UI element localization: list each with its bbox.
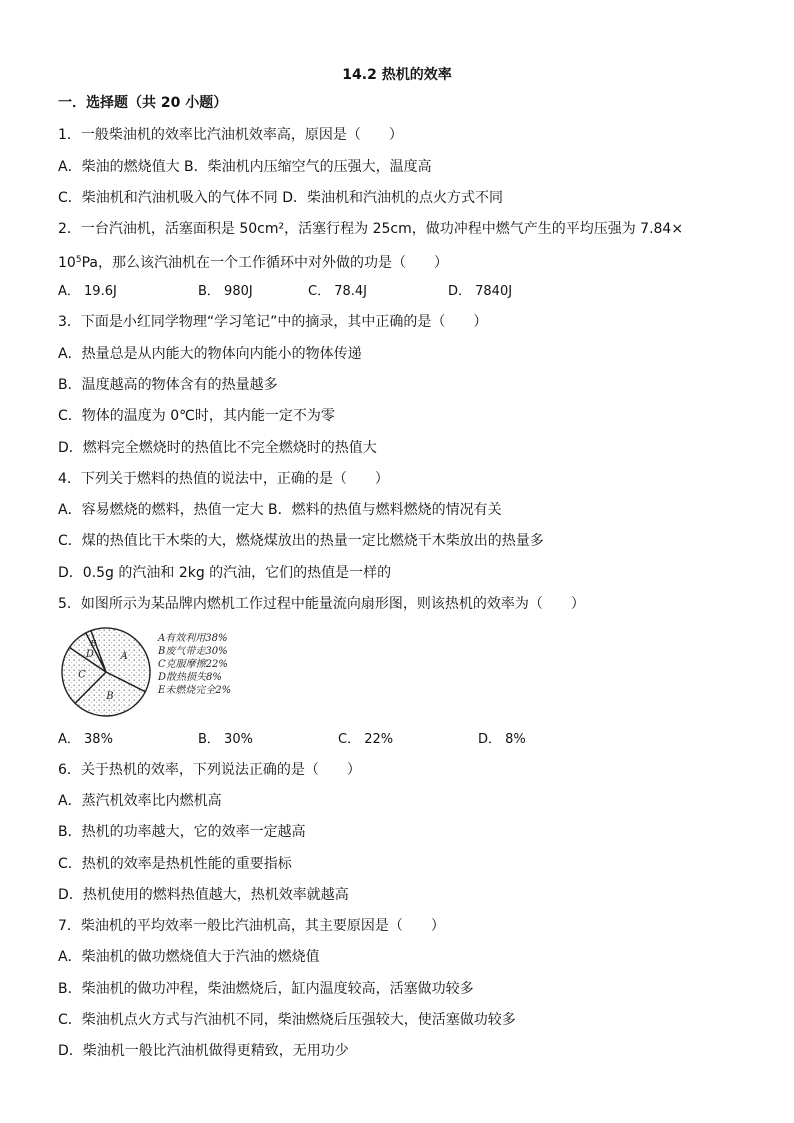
question-2-option-a: A． 19.6J: [58, 284, 117, 299]
legend-item-a: A有效利用38%: [158, 633, 228, 644]
pressure-base: 10: [58, 255, 76, 271]
pie-legend: [158, 632, 231, 697]
question-4-options-ab: A．容易燃烧的燃料，热值一定大 B．燃料的热值与燃料燃烧的情况有关: [58, 502, 502, 518]
question-7-option-b: B．柴油机的做功冲程，柴油燃烧后，缸内温度较高，活塞做功较多: [58, 981, 474, 997]
pie-label-a: A: [120, 650, 128, 662]
question-6-option-a: A．蒸汽机效率比内燃机高: [58, 793, 222, 809]
question-6-stem: 6．关于热机的效率，下列说法正确的是（ ）: [58, 762, 361, 778]
question-2-option-b: B． 980J: [198, 284, 253, 299]
question-2-option-c: C． 78.4J: [308, 284, 367, 299]
pie-label-e: E: [90, 638, 97, 648]
question-1-options-ab: A．柴油的燃烧值大 B．柴油机内压缩空气的压强大，温度高: [58, 159, 432, 175]
pie-label-c: C: [78, 669, 86, 681]
question-5-option-d: D． 8%: [478, 732, 526, 747]
pie-label-d: D: [85, 648, 94, 660]
question-3-stem: 3．下面是小红同学物理“学习笔记”中的摘录，其中正确的是（ ）: [58, 314, 488, 330]
question-6-option-c: C．热机的效率是热机性能的重要指标: [58, 856, 292, 872]
question-3-option-a: A．热量总是从内能大的物体向内能小的物体传递: [58, 346, 362, 362]
question-2-stem-line2: [58, 251, 448, 272]
question-2-stem-rest: Pa，那么该汽油机在一个工作循环中对外做的功是（ ）: [81, 255, 448, 271]
question-3-option-d: D．燃料完全燃烧时的热值比不完全燃烧时的热值大: [58, 440, 377, 456]
question-1-stem: 1．一般柴油机的效率比汽油机效率高，原因是（ ）: [58, 127, 403, 143]
energy-flow-pie-figure: [58, 622, 318, 722]
legend-item-b: B废气带走30%: [158, 646, 228, 657]
legend-item-d: D散热损失8%: [158, 672, 222, 683]
pie-label-b: B: [106, 690, 114, 702]
question-6-option-b: B．热机的功率越大，它的效率一定越高: [58, 824, 306, 840]
question-7-option-a: A．柴油机的做功燃烧值大于汽油的燃烧值: [58, 949, 320, 965]
question-4-stem: 4．下列关于燃料的热值的说法中，正确的是（ ）: [58, 471, 389, 487]
question-4-option-d: D．0.5g 的汽油和 2kg 的汽油，它们的热值是一样的: [58, 565, 392, 581]
pressure-exponent: 5: [75, 255, 82, 265]
question-5-option-b: B． 30%: [198, 732, 253, 747]
question-1-options-cd: C．柴油机和汽油机吸入的气体不同 D．柴油机和汽油机的点火方式不同: [58, 190, 504, 206]
question-6-option-d: D．热机使用的燃料热值越大，热机效率就越高: [58, 887, 349, 903]
question-2-option-d: D． 7840J: [448, 284, 513, 299]
question-7-option-d: D．柴油机一般比汽油机做得更精致，无用功少: [58, 1043, 349, 1059]
question-4-option-c: C．煤的热值比干木柴的大，燃烧煤放出的热量一定比燃烧干木柴放出的热量多: [58, 533, 544, 549]
question-3-option-b: B．温度越高的物体含有的热量越多: [58, 377, 278, 393]
legend-item-e: E未燃烧完全2%: [158, 685, 232, 696]
energy-pie-chart: [58, 624, 154, 720]
question-2-options: [58, 283, 738, 301]
legend-item-c: C克服摩擦22%: [158, 659, 228, 670]
question-7-stem: 7．柴油机的平均效率一般比汽油机高，其主要原因是（ ）: [58, 918, 445, 934]
question-3-option-c: C．物体的温度为 0℃时，其内能一定不为零: [58, 408, 335, 424]
question-5-option-a: A． 38%: [58, 732, 113, 747]
question-7-option-c: C．柴油机点火方式与汽油机不同，柴油燃烧后压强较大，使活塞做功较多: [58, 1012, 516, 1028]
section-heading: 一．选择题（共 20 小题）: [58, 95, 228, 111]
question-5-options: [58, 731, 738, 749]
question-5-stem: 5．如图所示为某品牌内燃机工作过程中能量流向扇形图，则该热机的效率为（ ）: [58, 596, 585, 612]
page-title: 14.2 热机的效率: [342, 67, 452, 83]
question-2-stem-line1: 2．一台汽油机，活塞面积是 50cm²，活塞行程为 25cm，做功冲程中燃气产生的平均压强为 7.84×: [58, 221, 684, 237]
question-5-option-c: C． 22%: [338, 732, 394, 747]
